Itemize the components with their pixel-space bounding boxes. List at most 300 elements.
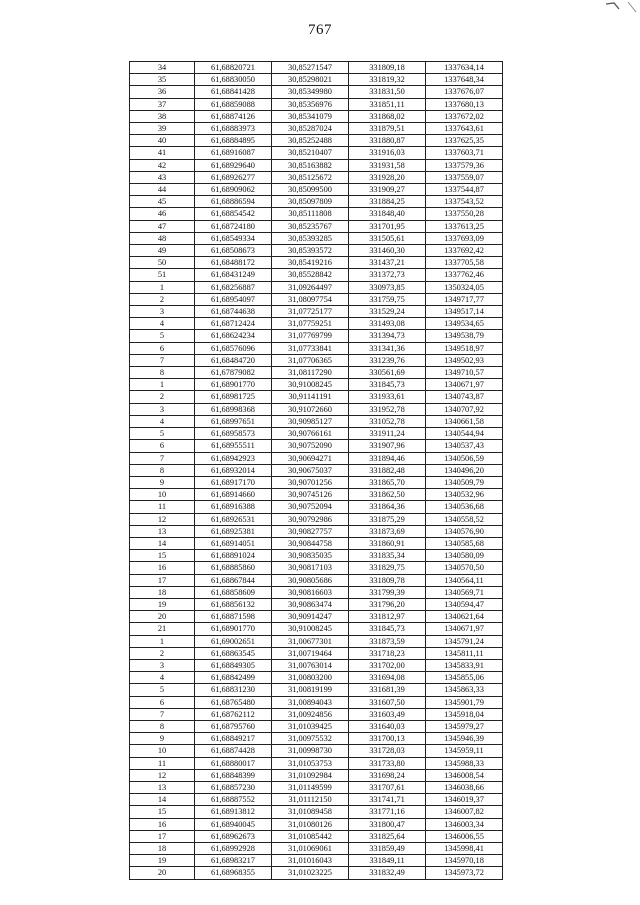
y-coordinate-cell: 1340506,59 — [426, 452, 503, 464]
point-number-cell: 16 — [130, 818, 195, 830]
table-row — [130, 62, 503, 74]
longitude-cell: 30,85528842 — [272, 269, 349, 281]
y-coordinate-cell: 1345918,04 — [426, 708, 503, 720]
table-row — [130, 659, 503, 671]
latitude-cell: 61,68962673 — [195, 830, 272, 842]
table-row — [130, 623, 503, 635]
y-coordinate-cell: 1345970,18 — [426, 855, 503, 867]
latitude-cell: 61,68917170 — [195, 476, 272, 488]
latitude-cell: 61,68874126 — [195, 110, 272, 122]
point-number-cell: 8 — [130, 464, 195, 476]
x-coordinate-cell: 331933,61 — [349, 391, 426, 403]
y-coordinate-cell: 1340558,52 — [426, 513, 503, 525]
table-row — [130, 843, 503, 855]
x-coordinate-cell: 331911,24 — [349, 428, 426, 440]
latitude-cell: 61,68842499 — [195, 672, 272, 684]
x-coordinate-cell: 331865,70 — [349, 476, 426, 488]
x-coordinate-cell: 331741,71 — [349, 794, 426, 806]
longitude-cell: 30,90752094 — [272, 501, 349, 513]
longitude-cell: 30,85097809 — [272, 196, 349, 208]
y-coordinate-cell: 1340580,09 — [426, 550, 503, 562]
table-row — [130, 281, 503, 293]
point-number-cell: 36 — [130, 86, 195, 98]
table-row — [130, 342, 503, 354]
x-coordinate-cell: 331702,00 — [349, 659, 426, 671]
latitude-cell: 61,68857230 — [195, 781, 272, 793]
point-number-cell: 41 — [130, 147, 195, 159]
point-number-cell: 8 — [130, 367, 195, 379]
y-coordinate-cell: 1337693,09 — [426, 232, 503, 244]
table-row — [130, 781, 503, 793]
point-number-cell: 34 — [130, 62, 195, 74]
y-coordinate-cell: 1337544,87 — [426, 184, 503, 196]
table-row — [130, 550, 503, 562]
y-coordinate-cell: 1337634,14 — [426, 62, 503, 74]
table-row — [130, 611, 503, 623]
x-coordinate-cell: 331835,34 — [349, 550, 426, 562]
latitude-cell: 61,68820721 — [195, 62, 272, 74]
y-coordinate-cell: 1345833,91 — [426, 659, 503, 671]
x-coordinate-cell: 331812,97 — [349, 611, 426, 623]
x-coordinate-cell: 331848,40 — [349, 208, 426, 220]
latitude-cell: 61,68901770 — [195, 623, 272, 635]
point-number-cell: 1 — [130, 281, 195, 293]
latitude-cell: 61,68916087 — [195, 147, 272, 159]
y-coordinate-cell: 1345959,11 — [426, 745, 503, 757]
y-coordinate-cell: 1340671,97 — [426, 623, 503, 635]
y-coordinate-cell: 1349717,77 — [426, 293, 503, 305]
x-coordinate-cell: 331341,36 — [349, 342, 426, 354]
table-row — [130, 745, 503, 757]
longitude-cell: 31,01112150 — [272, 794, 349, 806]
x-coordinate-cell: 331707,61 — [349, 781, 426, 793]
longitude-cell: 30,85287024 — [272, 123, 349, 135]
point-number-cell: 11 — [130, 757, 195, 769]
longitude-cell: 30,90745126 — [272, 489, 349, 501]
point-number-cell: 8 — [130, 720, 195, 732]
point-number-cell: 3 — [130, 659, 195, 671]
y-coordinate-cell: 1340671,97 — [426, 379, 503, 391]
y-coordinate-cell: 1345901,79 — [426, 696, 503, 708]
x-coordinate-cell: 331875,29 — [349, 513, 426, 525]
longitude-cell: 30,85163882 — [272, 159, 349, 171]
table-row — [130, 318, 503, 330]
point-number-cell: 50 — [130, 257, 195, 269]
y-coordinate-cell: 1349517,14 — [426, 306, 503, 318]
x-coordinate-cell: 331771,16 — [349, 806, 426, 818]
table-row — [130, 391, 503, 403]
point-number-cell: 15 — [130, 550, 195, 562]
y-coordinate-cell: 1345855,06 — [426, 672, 503, 684]
x-coordinate-cell: 331880,87 — [349, 135, 426, 147]
longitude-cell: 30,90701256 — [272, 476, 349, 488]
y-coordinate-cell: 1346008,54 — [426, 769, 503, 781]
longitude-cell: 31,01089458 — [272, 806, 349, 818]
y-coordinate-cell: 1337692,42 — [426, 245, 503, 257]
table-row — [130, 818, 503, 830]
longitude-cell: 30,90752090 — [272, 440, 349, 452]
y-coordinate-cell: 1337579,36 — [426, 159, 503, 171]
y-coordinate-cell: 1337550,28 — [426, 208, 503, 220]
x-coordinate-cell: 331718,23 — [349, 647, 426, 659]
x-coordinate-cell: 331796,20 — [349, 598, 426, 610]
x-coordinate-cell: 331700,13 — [349, 733, 426, 745]
x-coordinate-cell: 331916,03 — [349, 147, 426, 159]
y-coordinate-cell: 1345998,41 — [426, 843, 503, 855]
x-coordinate-cell: 331640,03 — [349, 720, 426, 732]
longitude-cell: 31,08097754 — [272, 293, 349, 305]
table-row — [130, 123, 503, 135]
y-coordinate-cell: 1350324,05 — [426, 281, 503, 293]
point-number-cell: 5 — [130, 330, 195, 342]
latitude-cell: 61,68932014 — [195, 464, 272, 476]
x-coordinate-cell: 330973,85 — [349, 281, 426, 293]
y-coordinate-cell: 1337676,07 — [426, 86, 503, 98]
table-row — [130, 293, 503, 305]
point-number-cell: 12 — [130, 513, 195, 525]
table-row — [130, 245, 503, 257]
longitude-cell: 31,01080126 — [272, 818, 349, 830]
latitude-cell: 61,68968355 — [195, 867, 272, 879]
latitude-cell: 61,68885860 — [195, 562, 272, 574]
y-coordinate-cell: 1340570,50 — [426, 562, 503, 574]
table-row — [130, 415, 503, 427]
point-number-cell: 2 — [130, 293, 195, 305]
table-row — [130, 476, 503, 488]
latitude-cell: 61,68883973 — [195, 123, 272, 135]
latitude-cell: 61,68849305 — [195, 659, 272, 671]
longitude-cell: 30,90792986 — [272, 513, 349, 525]
latitude-cell: 61,68958573 — [195, 428, 272, 440]
table-row — [130, 74, 503, 86]
longitude-cell: 31,00677301 — [272, 635, 349, 647]
x-coordinate-cell: 331809,18 — [349, 62, 426, 74]
y-coordinate-cell: 1337603,71 — [426, 147, 503, 159]
longitude-cell: 31,00998730 — [272, 745, 349, 757]
y-coordinate-cell: 1346003,34 — [426, 818, 503, 830]
latitude-cell: 61,68848399 — [195, 769, 272, 781]
table-row — [130, 208, 503, 220]
latitude-cell: 61,67879082 — [195, 367, 272, 379]
latitude-cell: 61,68488172 — [195, 257, 272, 269]
longitude-cell: 30,85210407 — [272, 147, 349, 159]
y-coordinate-cell: 1340743,87 — [426, 391, 503, 403]
x-coordinate-cell: 331907,96 — [349, 440, 426, 452]
latitude-cell: 61,68916388 — [195, 501, 272, 513]
table-row — [130, 513, 503, 525]
point-number-cell: 4 — [130, 672, 195, 684]
latitude-cell: 61,68926531 — [195, 513, 272, 525]
point-number-cell: 10 — [130, 745, 195, 757]
point-number-cell: 43 — [130, 171, 195, 183]
table-row — [130, 452, 503, 464]
point-number-cell: 17 — [130, 574, 195, 586]
latitude-cell: 61,68914051 — [195, 537, 272, 549]
x-coordinate-cell: 331728,03 — [349, 745, 426, 757]
latitude-cell: 61,68256887 — [195, 281, 272, 293]
longitude-cell: 31,01023225 — [272, 867, 349, 879]
y-coordinate-cell: 1340661,58 — [426, 415, 503, 427]
x-coordinate-cell: 331832,49 — [349, 867, 426, 879]
table-row — [130, 86, 503, 98]
table-row — [130, 806, 503, 818]
y-coordinate-cell: 1349538,79 — [426, 330, 503, 342]
table-row — [130, 220, 503, 232]
x-coordinate-cell: 331952,78 — [349, 403, 426, 415]
y-coordinate-cell: 1345791,24 — [426, 635, 503, 647]
x-coordinate-cell: 331603,49 — [349, 708, 426, 720]
table-row — [130, 757, 503, 769]
point-number-cell: 47 — [130, 220, 195, 232]
point-number-cell: 37 — [130, 98, 195, 110]
table-row — [130, 440, 503, 452]
latitude-cell: 61,68854542 — [195, 208, 272, 220]
x-coordinate-cell: 331800,47 — [349, 818, 426, 830]
longitude-cell: 30,85349980 — [272, 86, 349, 98]
latitude-cell: 61,68744638 — [195, 306, 272, 318]
table-row — [130, 574, 503, 586]
x-coordinate-cell: 331873,59 — [349, 635, 426, 647]
table-row — [130, 769, 503, 781]
table-row — [130, 598, 503, 610]
y-coordinate-cell: 1337762,46 — [426, 269, 503, 281]
x-coordinate-cell: 331928,20 — [349, 171, 426, 183]
table-row — [130, 379, 503, 391]
coordinates-table-body — [130, 62, 503, 880]
y-coordinate-cell: 1346038,66 — [426, 781, 503, 793]
latitude-cell: 61,68849217 — [195, 733, 272, 745]
point-number-cell: 10 — [130, 489, 195, 501]
y-coordinate-cell: 1349710,57 — [426, 367, 503, 379]
table-row — [130, 306, 503, 318]
table-row — [130, 867, 503, 879]
latitude-cell: 61,68887552 — [195, 794, 272, 806]
point-number-cell: 1 — [130, 635, 195, 647]
point-number-cell: 35 — [130, 74, 195, 86]
point-number-cell: 15 — [130, 806, 195, 818]
point-number-cell: 48 — [130, 232, 195, 244]
y-coordinate-cell: 1337643,61 — [426, 123, 503, 135]
table-row — [130, 537, 503, 549]
y-coordinate-cell: 1340585,68 — [426, 537, 503, 549]
y-coordinate-cell: 1340707,92 — [426, 403, 503, 415]
x-coordinate-cell: 331607,50 — [349, 696, 426, 708]
x-coordinate-cell: 330561,69 — [349, 367, 426, 379]
latitude-cell: 61,68871598 — [195, 611, 272, 623]
point-number-cell: 20 — [130, 867, 195, 879]
longitude-cell: 30,85111808 — [272, 208, 349, 220]
y-coordinate-cell: 1340496,20 — [426, 464, 503, 476]
longitude-cell: 31,07725177 — [272, 306, 349, 318]
longitude-cell: 30,85235767 — [272, 220, 349, 232]
longitude-cell: 30,85341079 — [272, 110, 349, 122]
y-coordinate-cell: 1337613,25 — [426, 220, 503, 232]
latitude-cell: 61,68909062 — [195, 184, 272, 196]
table-row — [130, 855, 503, 867]
x-coordinate-cell: 331799,39 — [349, 586, 426, 598]
longitude-cell: 30,85393572 — [272, 245, 349, 257]
x-coordinate-cell: 331681,39 — [349, 684, 426, 696]
point-number-cell: 2 — [130, 647, 195, 659]
table-row — [130, 586, 503, 598]
point-number-cell: 6 — [130, 440, 195, 452]
latitude-cell: 61,68954097 — [195, 293, 272, 305]
longitude-cell: 30,91008245 — [272, 379, 349, 391]
table-row — [130, 135, 503, 147]
y-coordinate-cell: 1345811,11 — [426, 647, 503, 659]
latitude-cell: 61,68795760 — [195, 720, 272, 732]
x-coordinate-cell: 331372,73 — [349, 269, 426, 281]
y-coordinate-cell: 1337705,58 — [426, 257, 503, 269]
longitude-cell: 30,90694271 — [272, 452, 349, 464]
longitude-cell: 31,00975532 — [272, 733, 349, 745]
x-coordinate-cell: 331879,51 — [349, 123, 426, 135]
x-coordinate-cell: 331845,73 — [349, 379, 426, 391]
table-row — [130, 464, 503, 476]
latitude-cell: 61,68901770 — [195, 379, 272, 391]
y-coordinate-cell: 1345946,39 — [426, 733, 503, 745]
table-row — [130, 672, 503, 684]
y-coordinate-cell: 1340544,94 — [426, 428, 503, 440]
x-coordinate-cell: 331868,02 — [349, 110, 426, 122]
longitude-cell: 30,90914247 — [272, 611, 349, 623]
longitude-cell: 31,00719464 — [272, 647, 349, 659]
longitude-cell: 30,85298021 — [272, 74, 349, 86]
x-coordinate-cell: 331733,80 — [349, 757, 426, 769]
longitude-cell: 30,90816603 — [272, 586, 349, 598]
point-number-cell: 11 — [130, 501, 195, 513]
longitude-cell: 31,07759251 — [272, 318, 349, 330]
y-coordinate-cell: 1345988,33 — [426, 757, 503, 769]
point-number-cell: 49 — [130, 245, 195, 257]
x-coordinate-cell: 331884,25 — [349, 196, 426, 208]
x-coordinate-cell: 331845,73 — [349, 623, 426, 635]
table-row — [130, 147, 503, 159]
table-row — [130, 184, 503, 196]
longitude-cell: 30,85271547 — [272, 62, 349, 74]
point-number-cell: 7 — [130, 354, 195, 366]
point-number-cell: 9 — [130, 476, 195, 488]
point-number-cell: 9 — [130, 733, 195, 745]
y-coordinate-cell: 1340536,68 — [426, 501, 503, 513]
y-coordinate-cell: 1349534,65 — [426, 318, 503, 330]
latitude-cell: 61,68624234 — [195, 330, 272, 342]
longitude-cell: 30,90675037 — [272, 464, 349, 476]
longitude-cell: 31,07706365 — [272, 354, 349, 366]
point-number-cell: 3 — [130, 403, 195, 415]
longitude-cell: 30,90863474 — [272, 598, 349, 610]
longitude-cell: 31,00819199 — [272, 684, 349, 696]
longitude-cell: 30,85393285 — [272, 232, 349, 244]
y-coordinate-cell: 1349518,97 — [426, 342, 503, 354]
point-number-cell: 7 — [130, 452, 195, 464]
table-row — [130, 171, 503, 183]
table-row — [130, 647, 503, 659]
latitude-cell: 61,68867844 — [195, 574, 272, 586]
x-coordinate-cell: 331825,64 — [349, 830, 426, 842]
longitude-cell: 31,01092984 — [272, 769, 349, 781]
latitude-cell: 61,68880017 — [195, 757, 272, 769]
longitude-cell: 30,85099500 — [272, 184, 349, 196]
x-coordinate-cell: 331894,46 — [349, 452, 426, 464]
latitude-cell: 61,68884895 — [195, 135, 272, 147]
point-number-cell: 4 — [130, 415, 195, 427]
point-number-cell: 18 — [130, 843, 195, 855]
point-number-cell: 45 — [130, 196, 195, 208]
latitude-cell: 61,69002651 — [195, 635, 272, 647]
latitude-cell: 61,68712424 — [195, 318, 272, 330]
table-row — [130, 110, 503, 122]
x-coordinate-cell: 331809,78 — [349, 574, 426, 586]
longitude-cell: 30,85252488 — [272, 135, 349, 147]
table-row — [130, 525, 503, 537]
latitude-cell: 61,68998368 — [195, 403, 272, 415]
longitude-cell: 30,85125672 — [272, 171, 349, 183]
latitude-cell: 61,68549334 — [195, 232, 272, 244]
x-coordinate-cell: 331862,50 — [349, 489, 426, 501]
latitude-cell: 61,68874428 — [195, 745, 272, 757]
table-row — [130, 720, 503, 732]
longitude-cell: 31,00924856 — [272, 708, 349, 720]
y-coordinate-cell: 1346007,82 — [426, 806, 503, 818]
latitude-cell: 61,68983217 — [195, 855, 272, 867]
y-coordinate-cell: 1340537,43 — [426, 440, 503, 452]
y-coordinate-cell: 1345973,72 — [426, 867, 503, 879]
point-number-cell: 39 — [130, 123, 195, 135]
longitude-cell: 30,90844758 — [272, 537, 349, 549]
point-number-cell: 14 — [130, 537, 195, 549]
longitude-cell: 30,90817103 — [272, 562, 349, 574]
x-coordinate-cell: 331882,48 — [349, 464, 426, 476]
latitude-cell: 61,68955511 — [195, 440, 272, 452]
latitude-cell: 61,68431249 — [195, 269, 272, 281]
table-row — [130, 367, 503, 379]
table-row — [130, 98, 503, 110]
point-number-cell: 7 — [130, 708, 195, 720]
y-coordinate-cell: 1337672,02 — [426, 110, 503, 122]
point-number-cell: 4 — [130, 318, 195, 330]
longitude-cell: 31,07733841 — [272, 342, 349, 354]
point-number-cell: 13 — [130, 525, 195, 537]
longitude-cell: 31,00763014 — [272, 659, 349, 671]
x-coordinate-cell: 331819,32 — [349, 74, 426, 86]
x-coordinate-cell: 331493,08 — [349, 318, 426, 330]
latitude-cell: 61,68724180 — [195, 220, 272, 232]
table-row — [130, 159, 503, 171]
y-coordinate-cell: 1340569,71 — [426, 586, 503, 598]
longitude-cell: 30,90805686 — [272, 574, 349, 586]
latitude-cell: 61,68997651 — [195, 415, 272, 427]
table-row — [130, 232, 503, 244]
latitude-cell: 61,68765480 — [195, 696, 272, 708]
longitude-cell: 31,09264497 — [272, 281, 349, 293]
latitude-cell: 61,68914660 — [195, 489, 272, 501]
x-coordinate-cell: 331851,11 — [349, 98, 426, 110]
longitude-cell: 31,01149599 — [272, 781, 349, 793]
table-row — [130, 196, 503, 208]
point-number-cell: 19 — [130, 855, 195, 867]
table-row — [130, 830, 503, 842]
longitude-cell: 30,91141191 — [272, 391, 349, 403]
point-number-cell: 5 — [130, 684, 195, 696]
point-number-cell: 16 — [130, 562, 195, 574]
longitude-cell: 31,01053753 — [272, 757, 349, 769]
longitude-cell: 31,01016043 — [272, 855, 349, 867]
latitude-cell: 61,68856132 — [195, 598, 272, 610]
latitude-cell: 61,68913812 — [195, 806, 272, 818]
x-coordinate-cell: 331859,49 — [349, 843, 426, 855]
y-coordinate-cell: 1340509,79 — [426, 476, 503, 488]
